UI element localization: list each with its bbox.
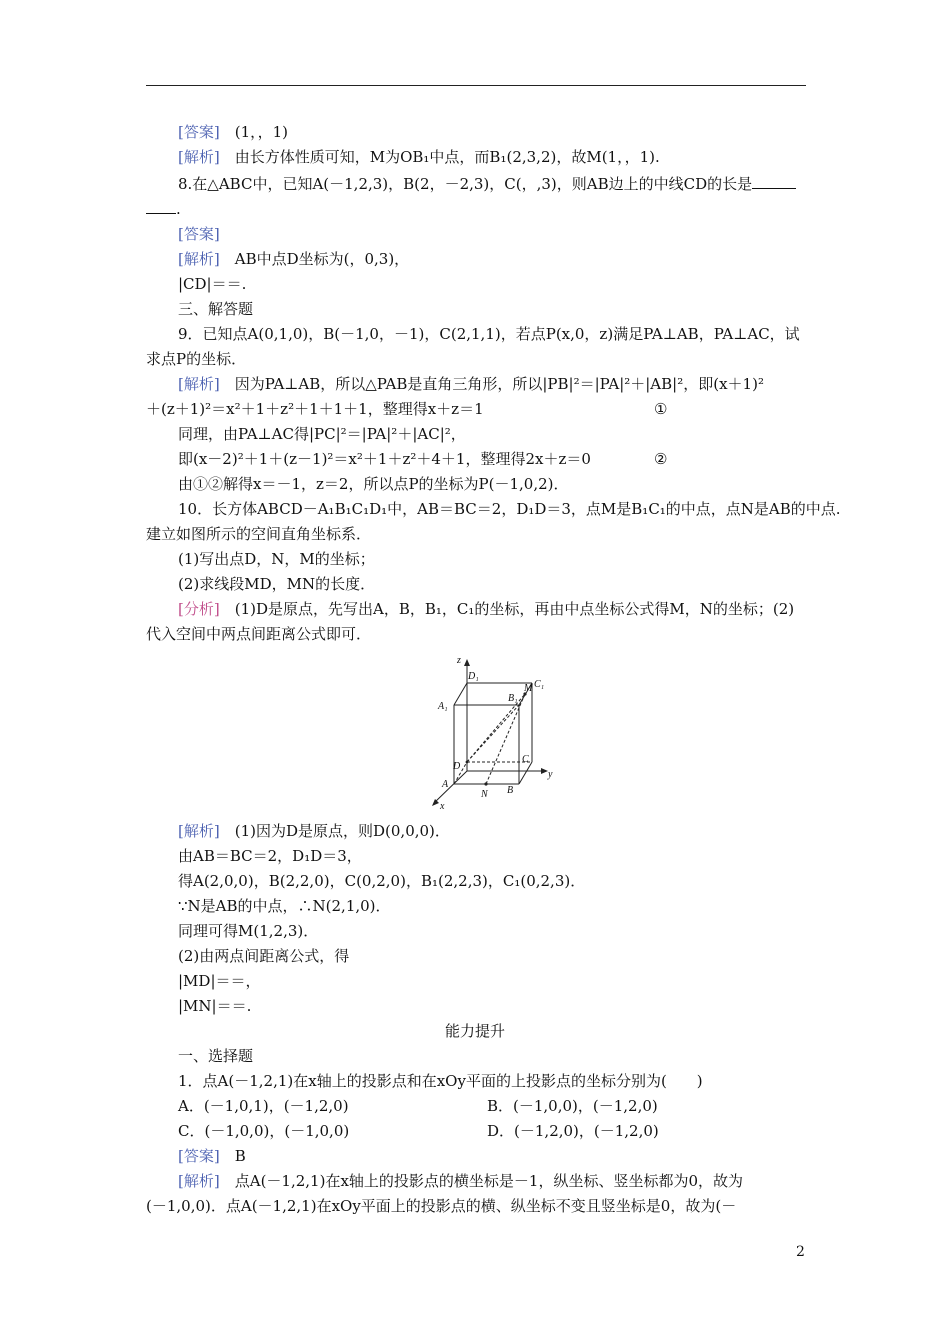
analysis-tag: [解析] (178, 822, 220, 840)
answer-line (178, 1146, 246, 1166)
answer-text: B (234, 1147, 246, 1165)
label-x: x (440, 801, 445, 811)
question-10-text-cont: 建立如图所示的空间直角坐标系． (146, 525, 372, 543)
label-c1: C₁ (534, 679, 545, 690)
answer-line (178, 122, 288, 142)
analysis-text: 得A(2,0,0)，B(2,2,0)，C(0,2,0)，B₁(2,2,3)，C₁(0,2,3)． (178, 872, 586, 890)
x-axis (434, 771, 467, 803)
question-1-text: 1．点A(－1,2,1)在x轴上的投影点和在xOy平面的上投影点的坐标分别为( ) (178, 1072, 703, 1090)
section-title: 能力提升 (444, 1022, 505, 1040)
label-n: N (481, 789, 488, 800)
answer-blank (752, 174, 796, 189)
analysis-text: (－1,0,0)．点A(－1,2,1)在xOy平面上的投影点的横、纵坐标不变且竖坐标是0，故为(－ (146, 1197, 737, 1215)
question-9-text-cont: 求点P的坐标． (146, 350, 247, 368)
label-c: C (522, 754, 529, 765)
answer-tag: [答案] (178, 1147, 220, 1165)
analysis-text: 同理，由PA⊥AC得|PC|²＝|PA|²＋|AC|²， (178, 425, 466, 443)
fenxi-line (178, 599, 794, 619)
analysis-text: AB中点D坐标为(，0,3)， (234, 250, 410, 268)
analysis-text: |MN|＝＝. (178, 997, 252, 1015)
analysis-line (178, 374, 764, 394)
analysis-text: 由长方体性质可知，M为OB₁中点，而B₁(2,3,2)，故M(1，，1). (234, 148, 660, 166)
label-a1: A₁ (438, 701, 448, 712)
fenxi-text-cont: 代入空间中两点间距离公式即可． (146, 625, 372, 643)
analysis-text: (1)因为D是原点，则D(0,0,0)． (234, 822, 450, 840)
option-b: B．(－1,0,0)，(－1,2,0) (487, 1097, 658, 1115)
label-y: y (548, 769, 553, 780)
label-b1: B₁ (508, 693, 518, 704)
cuboid-figure (424, 651, 564, 811)
analysis-text: 由①②解得x＝－1，z＝2，所以点P的坐标为P(－1,0,2)． (178, 475, 569, 493)
fenxi-text: (1)D是原点，先写出A，B，B₁，C₁的坐标，再由中点坐标公式得M，N的坐标；(2) (234, 600, 795, 618)
analysis-text: 因为PA⊥AB，所以△PAB是直角三角形，所以|PB|²＝|PA|²＋|AB|²，即(x＋1)² (234, 375, 764, 393)
option-c: C．(－1,0,0)，(－1,0,0) (178, 1122, 350, 1140)
analysis-text: |CD|＝＝. (178, 275, 247, 293)
analysis-text: 同理可得M(1,2,3)． (178, 922, 319, 940)
analysis-line (178, 249, 409, 269)
page-number: 2 (796, 1244, 805, 1260)
question-8-end: . (176, 200, 181, 218)
answer-tag: [答案] (178, 123, 220, 141)
equation-marker-2: ② (654, 450, 668, 468)
label-b: B (507, 785, 514, 796)
analysis-tag: [解析] (178, 375, 220, 393)
question-10-part-2: (2)求线段MD，MN的长度． (178, 575, 376, 593)
label-d: D (453, 761, 461, 772)
equation-marker-1: ① (654, 400, 668, 418)
analysis-line (178, 1171, 743, 1191)
answer-line (178, 224, 220, 244)
question-10-part-1: (1)写出点D，N，M的坐标； (178, 550, 375, 568)
question-8-cont (146, 199, 181, 219)
question-8-text: 8.在△ABC中，已知A(－1,2,3)，B(2，－2,3)，C(，,3)，则AB边上的中线CD的长是 (178, 175, 753, 193)
label-z: z (457, 655, 461, 666)
fenxi-tag: [分析] (178, 600, 220, 618)
analysis-text: ∵N是AB的中点，∴N(2,1,0)． (178, 897, 391, 915)
header-rule (146, 85, 806, 86)
analysis-tag: [解析] (178, 148, 220, 166)
analysis-tag: [解析] (178, 1172, 220, 1190)
analysis-text: ＋(z＋1)²＝x²＋1＋z²＋1＋1＋1，整理得x＋z＝1 (146, 400, 484, 418)
label-d1: D₁ (468, 671, 479, 682)
label-a: A (442, 779, 449, 790)
answer-tag: [答案] (178, 225, 220, 243)
analysis-text: 即(x－2)²＋1＋(z－1)²＝x²＋1＋z²＋4＋1，整理得2x＋z＝0 (178, 450, 591, 468)
analysis-tag: [解析] (178, 250, 220, 268)
answer-text: (1，，1) (234, 123, 289, 141)
analysis-text: |MD|＝＝， (178, 972, 261, 990)
question-10-text: 10．长方体ABCD－A₁B₁C₁D₁中，AB＝BC＝2，D₁D＝3，点M是B₁C₁的中点，点N是AB的中点. (178, 500, 841, 518)
analysis-line (178, 147, 660, 167)
option-a: A．(－1,0,1)，(－1,2,0) (178, 1097, 349, 1115)
section-heading: 三、解答题 (178, 300, 254, 318)
analysis-text: (2)由两点间距离公式，得 (178, 947, 350, 965)
answer-blank-cont (146, 199, 176, 214)
analysis-text: 由AB＝BC＝2，D₁D＝3， (178, 847, 362, 865)
section-heading: 一、选择题 (178, 1047, 254, 1065)
analysis-line (178, 821, 450, 841)
question-8 (178, 174, 796, 194)
option-d: D．(－1,2,0)，(－1,2,0) (487, 1122, 659, 1140)
analysis-text: 点A(－1,2,1)在x轴上的投影点的横坐标是－1，纵坐标、竖坐标都为0，故为 (234, 1172, 743, 1190)
question-9-text: 9．已知点A(0,1,0)，B(－1,0，－1)，C(2,1,1)，若点P(x,0，z)满足PA⊥AB，PA⊥AC，试 (178, 325, 800, 343)
label-m: M (524, 683, 533, 694)
